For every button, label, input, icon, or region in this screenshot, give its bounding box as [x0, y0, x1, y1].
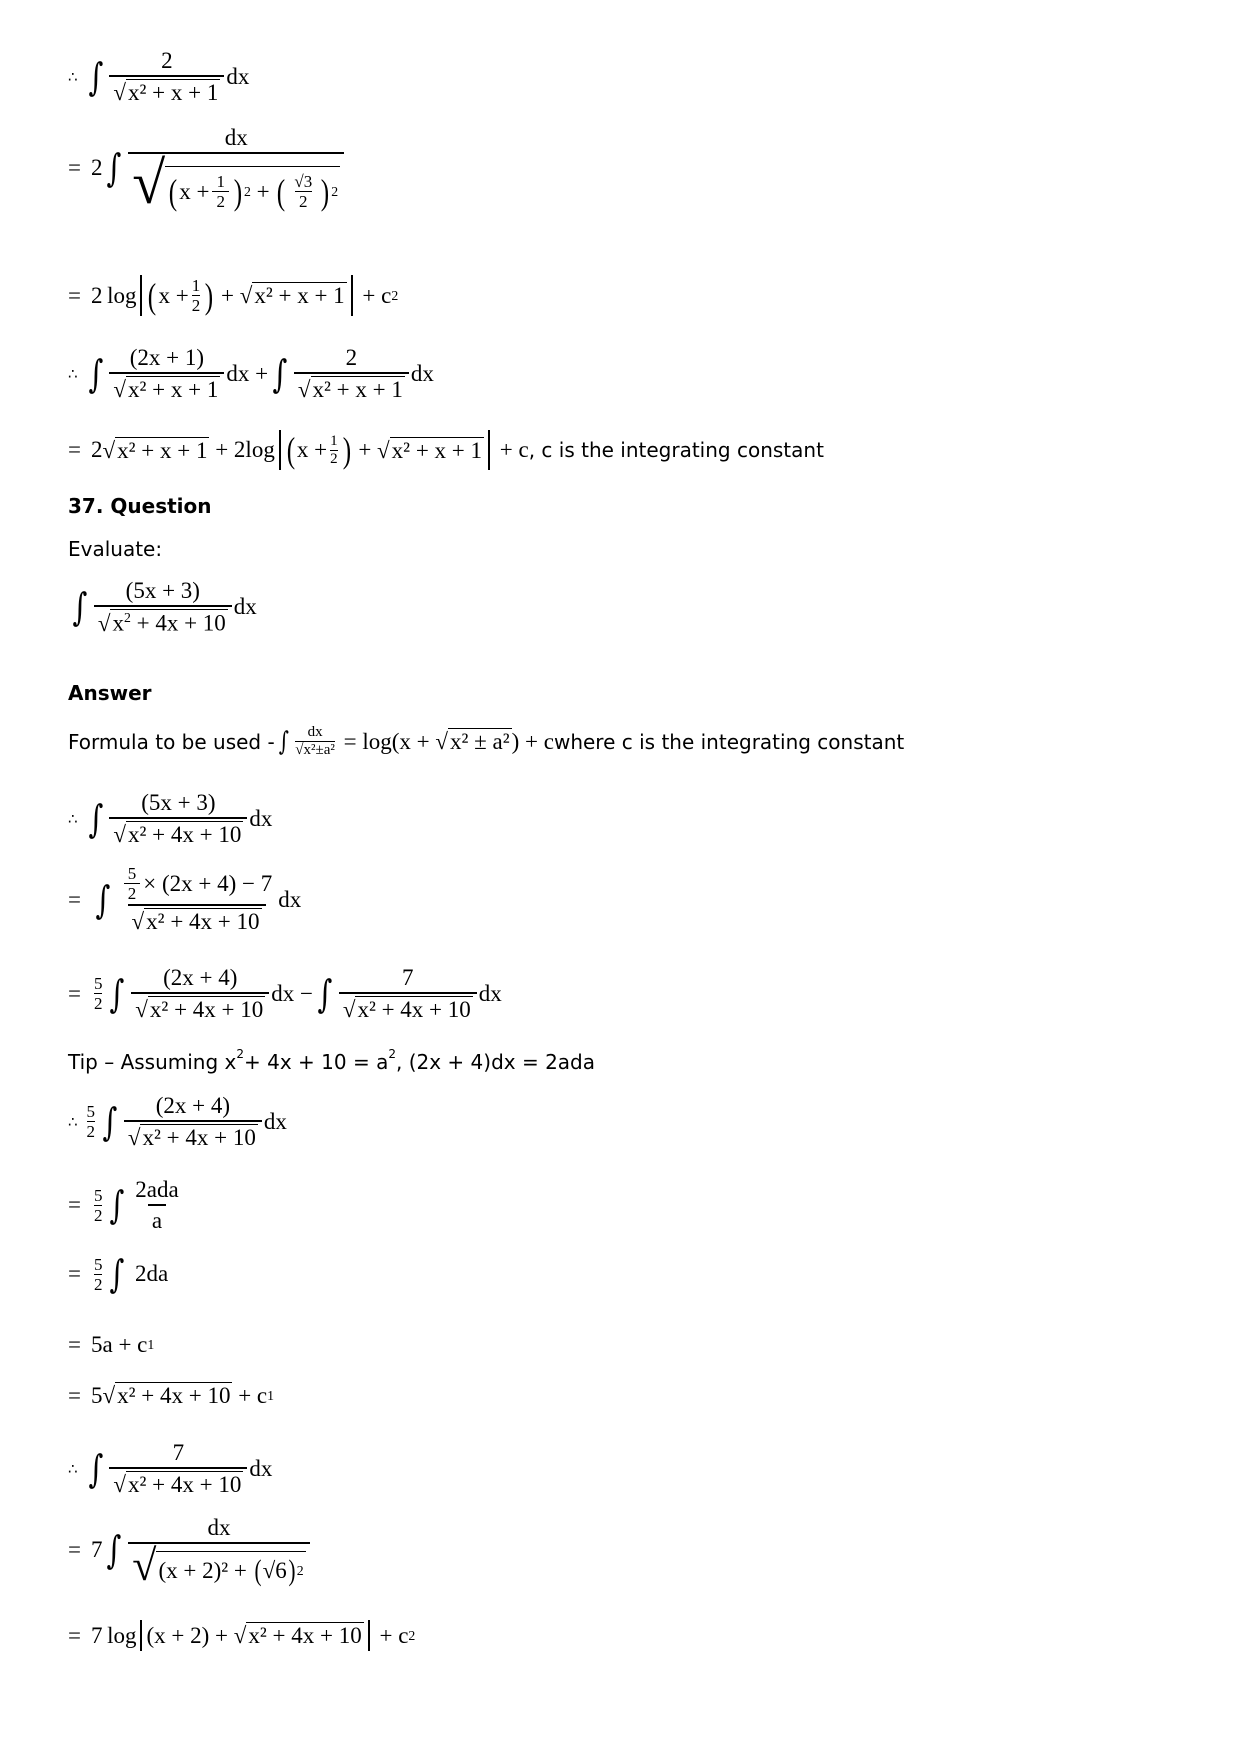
prev-step-5: = 2 √ x² + x + 1 + 2log ( x + $\frac{1}{2}$ ) + √ x² + x + 1 + c , c is the integrating constant	[68, 430, 824, 470]
prev-step-4: ∴ ∫ (2x + 1) √ x² + x + 1 dx + ∫ 2 √ x² + x + 1 dx	[68, 345, 434, 403]
answer-step-8: = 5 √ x² + 4x + 10 + c 1	[68, 1382, 275, 1408]
prev-step-2: = 2 ∫ dx √ ( x + $\frac{1}{2}$ ) 2 + ( $\frac{√3}{2}$ ) 2	[68, 125, 346, 210]
formula-label: Formula to be used -	[68, 729, 275, 754]
formula-suffix: where c is the integrating constant	[553, 729, 905, 754]
answer-step-7: = 5a + c 1	[68, 1332, 155, 1357]
answer-step-9: ∴ ∫ 7 √ x² + 4x + 10 dx	[68, 1440, 273, 1498]
answer-step-6: = $\frac{5}{2}$ ∫ 2da	[68, 1252, 169, 1296]
question-expression: ∫ (5x + 3) √ $x^2 + 4x + 10$ dx	[72, 578, 257, 636]
answer-heading: Answer	[68, 681, 152, 705]
question-heading: 37. Question	[68, 494, 212, 518]
tip-line: Tip – Assuming x $^2$ + 4x + 10 = a $^2$ , (2x + 4)dx = 2ada	[68, 1047, 595, 1074]
answer-step-11: = 7 log (x + 2) + √ x² + 4x + 10 + c 2	[68, 1620, 415, 1651]
answer-step-1: ∴ ∫ (5x + 3) √ x² + 4x + 10 dx	[68, 790, 273, 848]
answer-step-4: ∴ $\frac{5}{2}$ ∫ (2x + 4) √ x² + 4x + 10 dx	[68, 1093, 287, 1151]
prev-step-1: ∴ ∫ 2 √ x² + x + 1 dx	[68, 48, 250, 106]
formula-line	[68, 725, 904, 758]
answer-step-2: = ∫ $\frac{5}{2}$ × (2x + 4) − 7 √ x² + 4x + 10 dx	[68, 864, 302, 934]
answer-step-3: = $\frac{5}{2}$ ∫ (2x + 4) √ x² + 4x + 10 dx − ∫ 7 √ x² + 4x + 10 dx	[68, 965, 502, 1023]
formula-expression: ∫ $\frac{dx}{\text{√x²±a²}}$ = log(x + √ x² ± a² ) + c	[278, 724, 554, 758]
prev-step-3: = 2 log ( x + $\frac{1}{2}$ ) + √ x² + x + 1 + c 2	[68, 275, 399, 316]
answer-step-5: = $\frac{5}{2}$ ∫ $\frac{\text{2ada}}{a}$	[68, 1177, 179, 1234]
question-prompt: Evaluate:	[68, 537, 163, 561]
constant-note: , c is the integrating constant	[528, 438, 824, 462]
answer-step-10: = 7 ∫ dx √ (x + 2)² + ( √6 ) 2	[68, 1515, 312, 1586]
